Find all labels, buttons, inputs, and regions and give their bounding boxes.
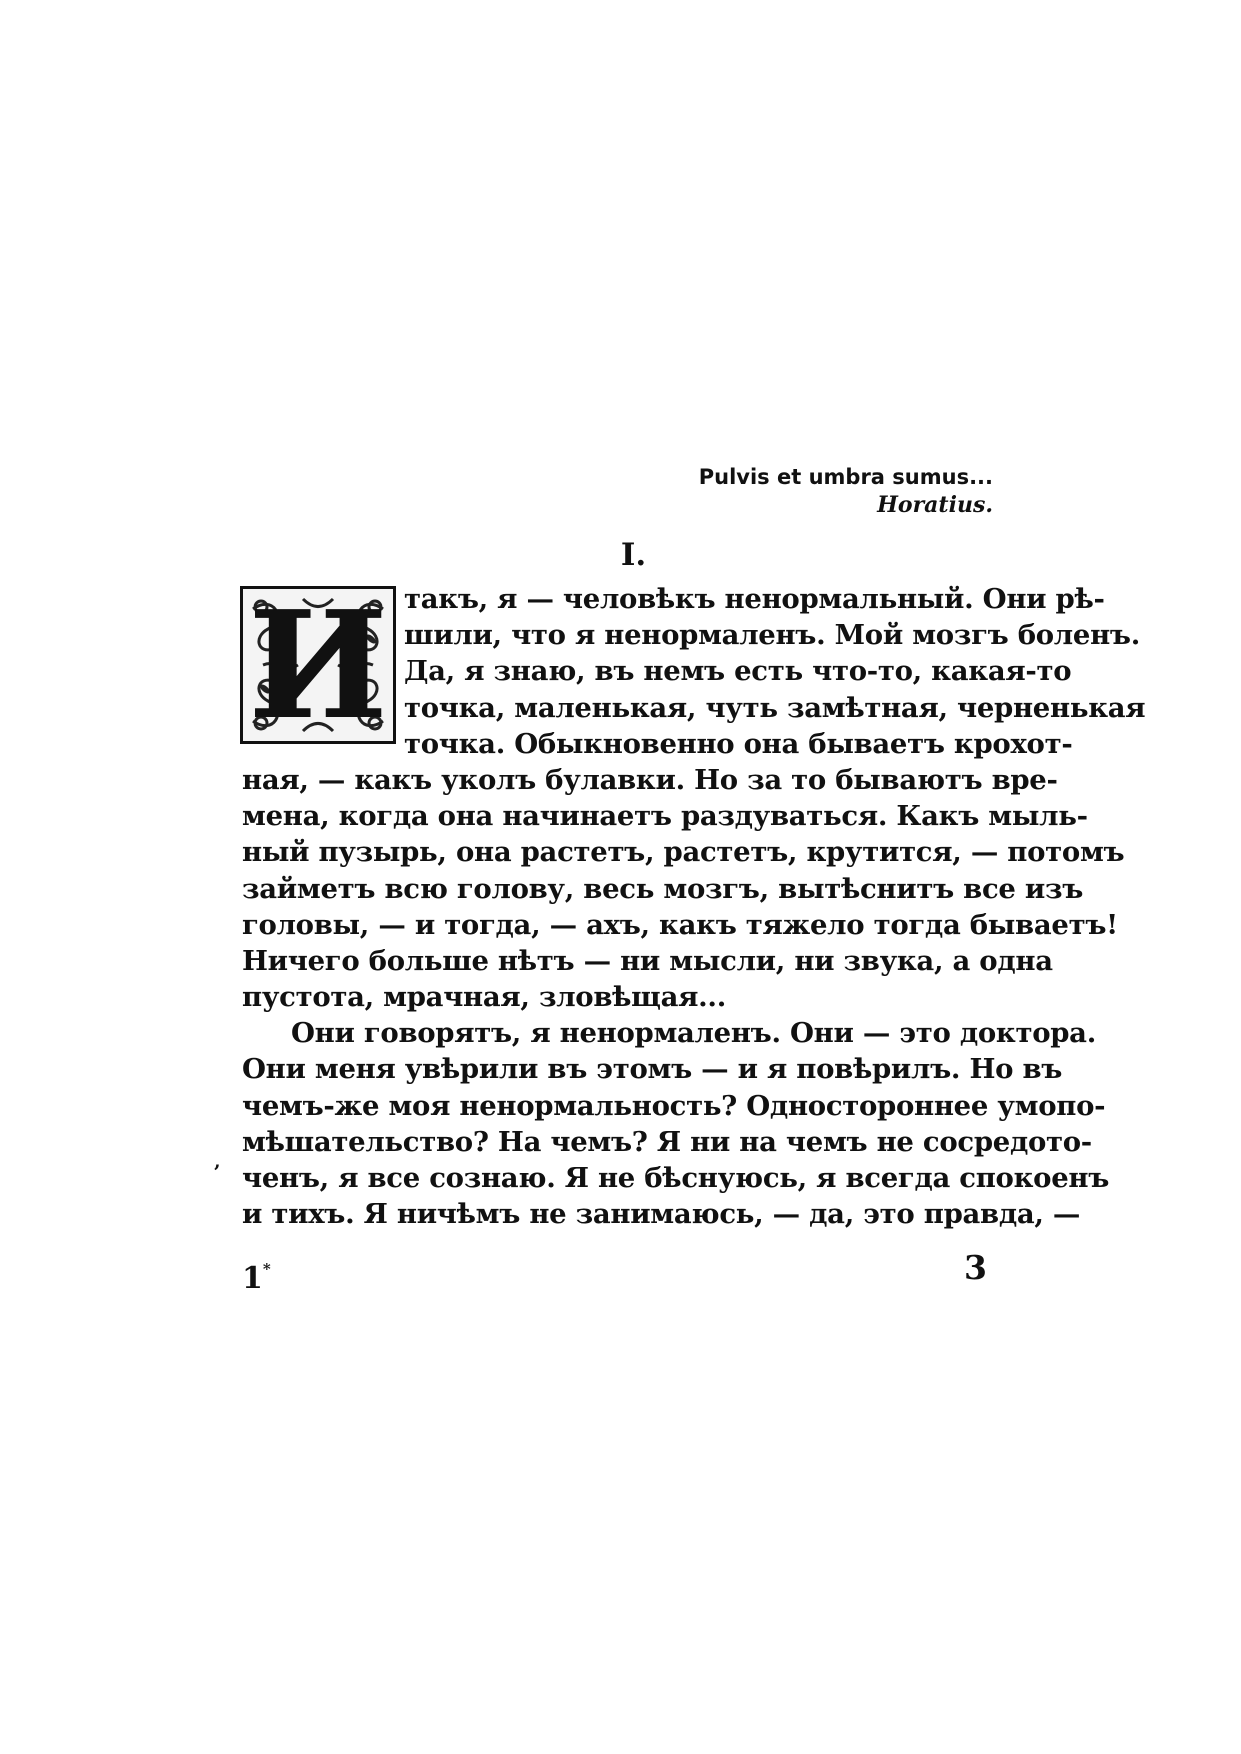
text-line: точка. Обыкновенно она бываетъ крохот- — [404, 727, 1073, 760]
text-line: шили, что я ненормаленъ. Мой мозгъ боленъ. — [404, 619, 1140, 652]
chapter-number: I. — [620, 537, 647, 573]
signature-asterisk: * — [262, 1260, 271, 1278]
text-line: мена, когда она начинаетъ раздуваться. Какъ мыль- — [242, 800, 1088, 833]
text-line: пустота, мрачная, зловѣщая... — [242, 981, 726, 1014]
text-line: точка, маленькая, чуть замѣтная, черненькая — [404, 691, 1146, 724]
text-line: мѣшательство? На чемъ? Я ни на чемъ не сосредото- — [242, 1125, 1092, 1158]
text-line: Они меня увѣрили въ этомъ — и я повѣрилъ. Но въ — [242, 1053, 1063, 1086]
text-line: чемъ-же моя ненормальность? Одностороннее умопо- — [242, 1089, 1106, 1122]
text-line: Ничего больше нѣтъ — ни мысли, ни звука, а одна — [242, 944, 1053, 977]
text-line: Они говорятъ, я ненормаленъ. Они — это доктора. — [291, 1017, 1096, 1050]
dropcap-letter: И — [248, 578, 388, 752]
epigraph-author: Horatius. — [877, 492, 993, 518]
text-line: такъ, я — человѣкъ ненормальный. Они рѣ- — [404, 583, 1105, 615]
text-line: и тихъ. Я ничѣмъ не занимаюсь, — да, это правда, — — [242, 1198, 1081, 1231]
signature-mark — [242, 1260, 271, 1296]
text-line: головы, — и тогда, — ахъ, какъ тяжело тогда бываетъ! — [242, 908, 1118, 941]
text-line: ная, — какъ уколъ булавки. Но за то бываютъ вре- — [242, 763, 1058, 796]
signature-number: 1 — [242, 1261, 263, 1296]
body-text — [242, 578, 1146, 1232]
text-line: Да, я знаю, въ немъ есть что-то, какая-то — [404, 655, 1072, 688]
margin-mark: ʼ — [213, 1160, 220, 1184]
text-line: ченъ, я все сознаю. Я не бѣснуюсь, я всегда спокоенъ — [242, 1162, 1110, 1194]
epigraph-quote: Pulvis et umbra sumus... — [698, 465, 993, 489]
text-line: ный пузырь, она растетъ, растетъ, крутится, — потомъ — [242, 836, 1125, 869]
text-line: займетъ всю голову, весь мозгъ, вытѣснитъ все изъ — [242, 872, 1084, 905]
epigraph — [699, 463, 993, 519]
page-number: 3 — [964, 1248, 987, 1287]
